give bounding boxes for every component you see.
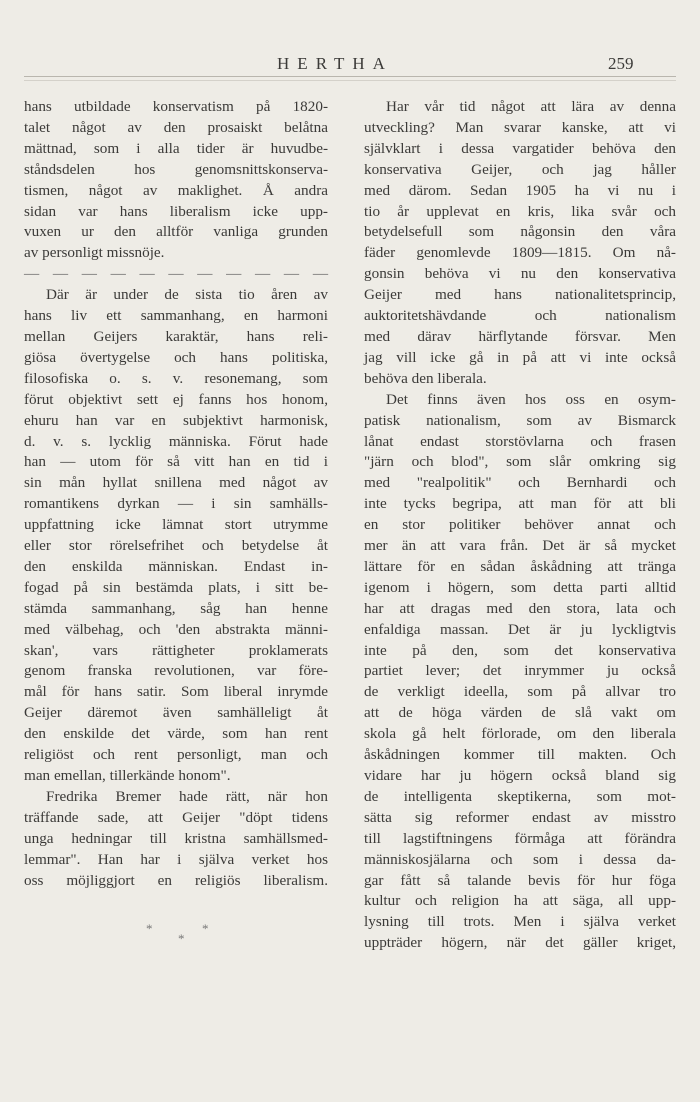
text-line: de intelligenta skeptikerna, som mot- [364,787,676,805]
text-line: Har vår tid något att lära av denna [386,98,676,115]
text-line: tio år upplevat en kris, lika svår och [364,202,676,220]
text-line: inte tycks begripa, att man för att bli [364,495,676,513]
text-line: träffande sade, att Geijer "döpt tidens [24,808,328,826]
header-rule-secondary [24,80,676,81]
asterism-divider [24,891,328,953]
text-line: har att dragas med den stora, lata och [364,599,676,617]
text-line: människosjälarna och som i dessa da- [364,850,676,868]
paragraph [24,787,328,892]
right-text-column [364,97,676,954]
text-line: igenom i högern, som detta parti alltid [364,578,676,596]
text-line: oss möjliggjort en religiös liberalism. [24,871,328,889]
paragraph [364,390,676,954]
text-line: uppträder högern, när det gäller kriget, [364,934,676,952]
text-line: hans utbildade konservatism på 1820- [24,98,328,115]
header-rule [24,76,676,77]
text-line: auktoritetshävdande och nationalism [364,307,676,325]
text-line: av personligt missnöje. [24,244,165,262]
paragraph [24,285,328,787]
text-line: de verkligt ideella, som på allvar tro [364,683,676,701]
text-line: ståndsdelen hos genomsnittskonserva- [24,160,328,178]
text-line: sidan var hans liberalism icke upp- [24,202,328,220]
text-line: han — utom för så vitt han en tid i [24,453,328,471]
text-line: "järn och blod", som slår omkring sig [364,453,676,471]
text-line: Där är under de sista tio åren av [46,286,328,304]
text-line: med därom. Sedan 1905 ha vi nu i [364,181,676,199]
text-line: betydelsefull som någonsin den våra [364,223,676,241]
text-line: stämda sammanhang, såg han henne [24,599,328,617]
text-line: romantikens dyrkan — i sin samhälls- [24,495,328,513]
text-line: hans liv ett sammanhang, en harmoni [24,307,328,325]
text-line: partiet lever; det inrymmer ju också [364,662,676,680]
text-line: fogad på sin bestämda plats, i sitt be- [24,578,328,596]
text-line: vuxen ur den alltför vanliga grunden [24,223,328,241]
text-line: en stor politiker behöver annat och [364,516,676,534]
text-line: filosofiska o. s. v. resonemang, som [24,369,328,387]
text-line: självklart i dessa vargatider behöva den [364,139,676,157]
text-line: eller stor rörelsefrihet och betydelse åt [24,537,328,555]
page-number: 259 [608,54,634,73]
asterisk-icon: * [178,931,185,947]
text-line: uppfattning icke lämnat stort utrymme [24,516,328,534]
text-line: kultur och religion ha att säga, all upp- [364,892,676,910]
text-line: jag vill icke gå in på att vi inte också [364,348,676,366]
running-header-title: HERTHA [277,54,393,73]
text-line: Fredrika Bremer hade rätt, när hon [46,787,328,805]
text-line: vidare har ju högern också bland sig [364,767,676,784]
text-line: konservativa Geijer, och jag håller [364,160,676,178]
text-line: enfaldiga massan. Det är ju lyckligtvis [364,620,676,638]
text-line: sin mån hyllat snillena med något av [24,474,328,492]
section-separator-dashes: — — — — — — — — — — — [24,265,328,283]
text-line: mellan Geijers karaktär, hans reli- [24,327,328,345]
text-line: att de höga värden de slå vakt om [364,704,676,722]
text-line: unga hedningar till kristna samhällsmed- [24,829,328,847]
text-line: giösa övertygelse och hans politiska, [24,348,328,366]
text-line: inte på den, som det konservativa [364,641,676,659]
text-line: mättnad, som i alla tider är huvudbe- [24,139,328,157]
asterisk-icon: * [202,921,209,937]
text-line: förut objektivt sett ej fanns hos honom, [24,390,328,408]
text-line: den enskilde det värde, som han rent [24,725,328,743]
paragraph [24,97,328,264]
text-line: talet något av den prosaiskt belåtna [24,118,328,136]
text-line: Det finns även hos oss en osym- [386,390,676,408]
text-line: ehuru han var en subjektivt harmonisk, [24,411,328,429]
text-line: lysning till trots. Men i själva verket [364,913,676,931]
text-line: behöva den liberala. [364,369,487,387]
text-line: mål för hans satir. Som liberal inrymde [24,683,328,701]
text-line: sätta sig reformer endast av misstro [364,808,676,826]
text-line: med välbehag, och 'den abstrakta männi- [24,620,328,638]
text-line: med därav härflytande försvar. Men [364,327,676,345]
text-line: skan', vars rättigheter proklamerats [24,641,328,659]
text-line: lättare för en sådan åskådning att tränga [364,557,676,575]
text-line: mer än att vara från. Det är så mycket [364,537,676,555]
text-line: med "realpolitik" och Bernhardi och [364,474,676,492]
text-line: den enskilda människan. Endast in- [24,557,328,575]
text-line: gonsin behöva vi nu den konservativa [364,265,676,283]
text-line: lånat endast storstövlarna och frasen [364,432,676,450]
text-line: lemmar". Han har i själva verket hos [24,850,328,868]
text-line: Geijer med hans nationalitetsprincip, [364,286,676,304]
paragraph [364,97,676,390]
asterisk-icon: * [146,921,153,937]
text-line: gar fått så talande bevis för hur föga [364,871,676,889]
text-line: utveckling? Man svarar kanske, att vi [364,118,676,136]
text-line: åskådningen kommer till makten. Och [364,746,676,764]
left-text-column [24,97,328,953]
text-line: tismen, något av maklighet. Å andra [24,181,328,199]
text-line: d. v. s. lycklig människa. Förut hade [24,432,328,450]
text-line: fäder genomlevde 1809—1815. Om nå- [364,244,676,262]
text-line: patisk nationalism, som av Bismarck [364,411,676,429]
text-line: Geijer däremot även samhälleligt åt [24,704,328,722]
text-line: genom franska revolutionen, var före- [24,662,328,680]
text-line: religiöst och rent personligt, man och [24,746,328,764]
text-line: man emellan, tillerkände honom". [24,767,231,784]
text-line: till lagstiftningens förmåga att förändra [364,829,676,847]
text-line: skola gå helt förlorade, om den liberala [364,725,676,743]
